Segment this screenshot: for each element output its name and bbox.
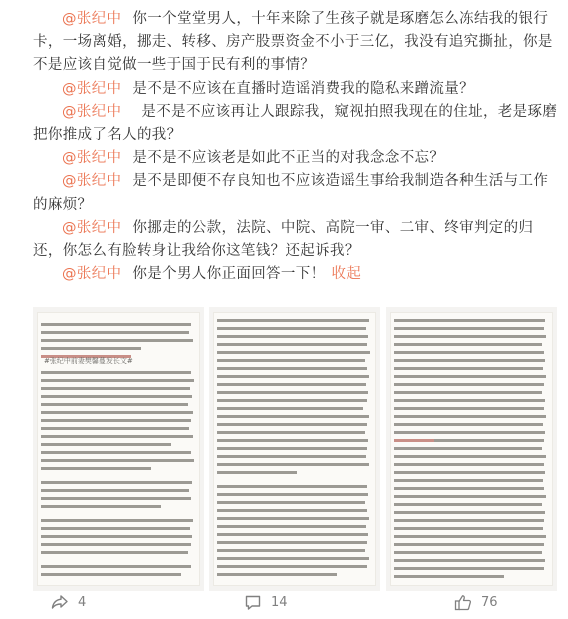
- post-image-3[interactable]: [386, 307, 557, 591]
- post-images: [33, 307, 557, 591]
- comment-button[interactable]: [244, 594, 288, 611]
- post-paragraph: [33, 217, 560, 263]
- post-text: [33, 8, 560, 286]
- paragraph-text: 你一个堂堂男人，十年来除了生孩子就是琢磨怎么冻结我的银行卡，一场离婚，挪走、转移、房产股票资金不小于三亿，我没有追究撕扯，你是不是应该自觉做一些于国于民有利的事情？: [33, 11, 553, 74]
- paragraph-text: 是不是不应该在直播时造谣消费我的隐私来蹭流量？: [132, 80, 474, 97]
- mention-link[interactable]: @张纪中: [62, 103, 122, 120]
- mention-link[interactable]: @张纪中: [62, 11, 122, 27]
- post-toolbar: [0, 592, 568, 619]
- paragraph-text: 是不是不应该老是如此不正当的对我念念不忘？: [132, 150, 445, 167]
- mention-link[interactable]: @张纪中: [62, 80, 122, 97]
- article-screenshot: [37, 312, 200, 586]
- post-paragraph: [33, 101, 560, 147]
- mention-link[interactable]: @张纪中: [62, 219, 122, 236]
- mention-link[interactable]: @张纪中: [62, 150, 122, 167]
- share-count: 4: [78, 594, 87, 610]
- paragraph-text: 是不是不应该再让人跟踪我，窥视拍照我现在的住址，老是琢磨把你推成了名人的我？: [33, 103, 558, 144]
- like-count: 76: [481, 595, 498, 610]
- collapse-link[interactable]: 收起: [331, 266, 362, 283]
- text-lines: [391, 313, 554, 587]
- article-screenshot: [213, 312, 376, 586]
- share-button[interactable]: [51, 594, 86, 610]
- mention-link[interactable]: @张纪中: [62, 173, 122, 190]
- comment-icon: [244, 594, 262, 611]
- text-lines: [38, 313, 201, 587]
- post-image-1[interactable]: [33, 307, 204, 591]
- thumbs-up-icon: [454, 594, 472, 611]
- paragraph-text: 你是个男人你正面回答一下！: [132, 266, 326, 283]
- post-image-2[interactable]: [209, 307, 380, 591]
- like-button[interactable]: [454, 594, 498, 611]
- post-paragraph: [33, 263, 560, 286]
- image-caption: #张纪中前妻樊馨蔓发长文#: [44, 357, 133, 365]
- paragraph-text: 你挪走的公款，法院、中院、高院一审、二审、终审判定的归还，你怎么有脸转身让我给你这笔钱？还起诉我？: [33, 219, 534, 260]
- share-icon: [51, 594, 69, 610]
- article-screenshot: [390, 312, 553, 586]
- comment-count: 14: [271, 595, 288, 610]
- post-paragraph: [33, 147, 560, 170]
- post-paragraph: [33, 8, 560, 78]
- paragraph-text: 是不是即便不存良知也不应该造谣生事给我制造各种生活与工作的麻烦？: [33, 173, 549, 213]
- mention-link[interactable]: @张纪中: [62, 266, 122, 283]
- post-paragraph: [33, 78, 560, 101]
- post-paragraph: [33, 170, 560, 216]
- text-lines: [214, 313, 377, 587]
